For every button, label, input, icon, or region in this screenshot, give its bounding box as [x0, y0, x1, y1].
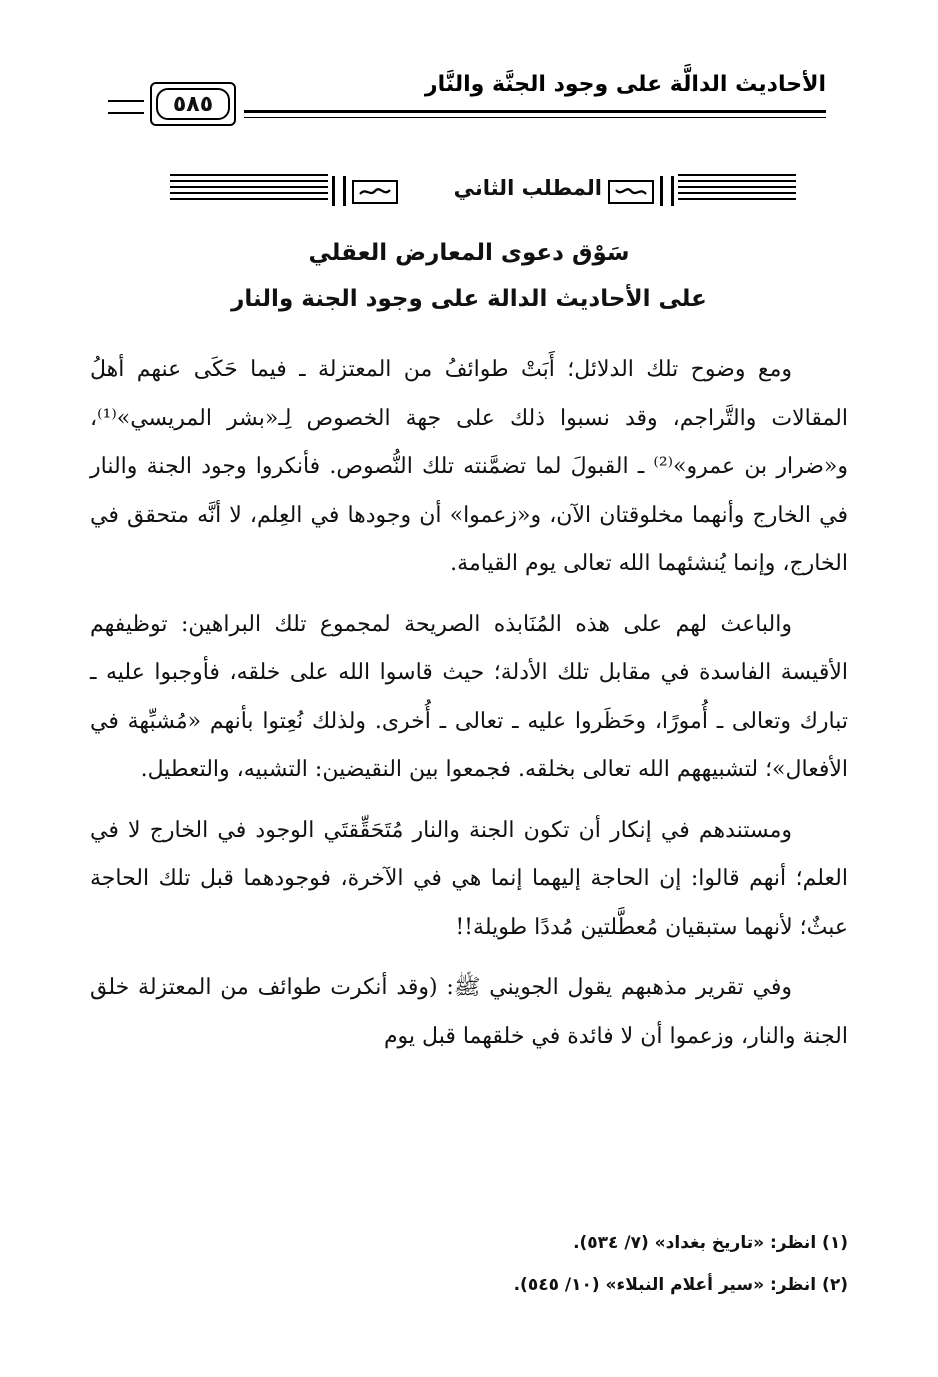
footnotes — [90, 1222, 848, 1306]
body-text — [90, 346, 848, 1073]
chapter-title-line2: على الأحاديث الدالة على وجود الجنة والنار — [231, 286, 707, 312]
header-rule-thin — [244, 117, 826, 118]
footnote: (١) انظر: «تاريخ بغداد» (٧/ ٥٣٤). — [573, 1233, 848, 1253]
paragraph: والباعث لهم على هذه المُنَابذه الصريحة لمجموع تلك البراهين: توظيفهم الأقيسة الفاسدة في مقابل تلك الأدلة؛ حيث قاسوا الله على خلقه، فأوجبوا عليه ـ تبارك وتعالى ـ أُمورًا، وحَظَروا عليه ـ تعالى ـ أُخرى. ولذلك نُعِتوا بأنهم «مُشبِّهة في الأفعال»؛ لتشبيههم الله تعالى بخلقه. فجمعوا بين النقيضين: التشبيه، والتعطيل. — [90, 611, 848, 782]
chapter-title-line1: سَوْق دعوى المعارض العقلي — [308, 240, 630, 266]
section-heading — [170, 170, 796, 214]
paragraph: ومستندهم في إنكار أن تكون الجنة والنار مُتَحَقِّقتَي الوجود في الخارج لا في العلم؛ أنهم قالوا: إن الحاجة إليهما إنما هي في الآخرة، فوجودهما قبل تلك الحاجة عبثٌ؛ لأنهما ستبقيان مُعطَّلتين مُددًا طويلة!! — [90, 817, 848, 940]
running-title: الأحاديث الدالَّة على وجود الجنَّة والنَّار — [424, 72, 826, 97]
header-rule — [244, 110, 826, 113]
page-number-frame — [150, 82, 236, 126]
ornament-lines-left — [170, 174, 328, 206]
ornament-bars-left — [332, 176, 346, 206]
ornament-bars-right — [660, 176, 674, 206]
footnote: (٢) انظر: «سير أعلام النبلاء» (١٠/ ٥٤٥). — [513, 1275, 848, 1295]
header-ornament-lines — [108, 100, 144, 114]
ornament-lines-right — [678, 174, 796, 206]
section-label: المطلب الثاني — [453, 176, 602, 200]
ornament-scroll-icon — [608, 180, 654, 204]
ornament-scroll-icon — [352, 180, 398, 204]
page-number: ٥٨٥ — [172, 91, 214, 117]
paragraph: وفي تقرير مذهبهم يقول الجويني ﷺ: (وقد أنكرت طوائف من المعتزلة خلق الجنة والنار، وزعموا أن لا فائدة في خلقهما قبل يوم — [90, 975, 848, 1049]
paragraph: ومع وضوح تلك الدلائل؛ أَبَتْ طوائفُ من المعتزلة ـ فيما حَكَى عنهم أهلُ المقالات والتَّراجم، وقد نسبوا ذلك على جهة الخصوص لِـ«بشر المريسي»⁽¹⁾، و«ضرار بن عمرو»⁽²⁾ ـ القبولَ لما تضمَّنته تلك النُّصوص. فأنكروا وجود الجنة والنار في الخارج وأنهما مخلوقتان الآن، و«زعموا» أن وجودها في العِلم، لا أنَّه متحقق في الخارج، وإنما يُنشئهما الله تعالى يوم القيامة. — [90, 357, 849, 576]
running-header — [108, 62, 826, 128]
